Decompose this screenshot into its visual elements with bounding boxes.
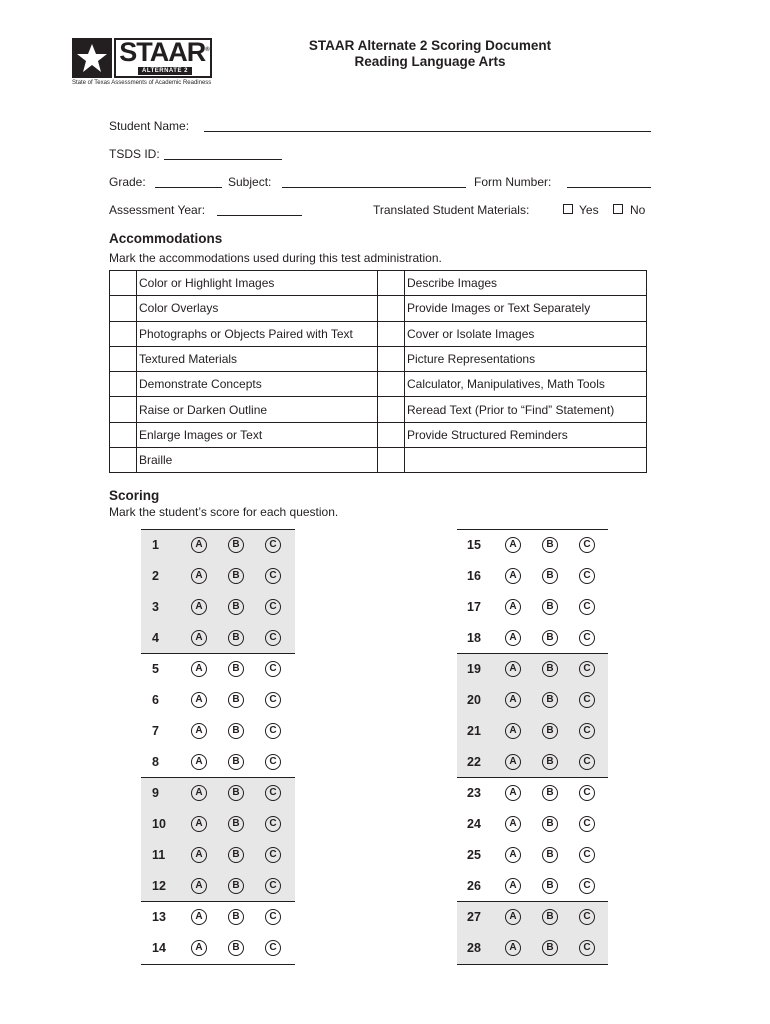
question-row	[141, 871, 295, 902]
answer-bubble-a[interactable]: A	[505, 816, 521, 832]
translated-yes-checkbox[interactable]	[563, 204, 573, 214]
question-number: 22	[467, 755, 481, 769]
score-column-right	[457, 529, 608, 966]
accommodation-checkbox[interactable]	[110, 448, 137, 473]
question-number: 21	[467, 724, 481, 738]
question-row	[457, 809, 608, 840]
title-line-1: STAAR Alternate 2 Scoring Document	[308, 38, 552, 53]
answer-bubble-b[interactable]: B	[542, 537, 558, 553]
question-number: 2	[152, 569, 159, 583]
answer-bubble-a[interactable]: A	[191, 754, 207, 770]
question-row	[457, 716, 608, 747]
answer-bubble-b[interactable]: B	[228, 568, 244, 584]
answer-bubble-b[interactable]: B	[228, 816, 244, 832]
question-row	[141, 654, 295, 685]
scoring-instruction: Mark the student’s score for each question.	[109, 505, 339, 519]
question-number: 26	[467, 879, 481, 893]
accommodation-label: Cover or Isolate Images	[405, 321, 647, 346]
answer-bubble-b[interactable]: B	[228, 692, 244, 708]
score-column-left	[141, 529, 295, 966]
accommodation-checkbox[interactable]	[378, 397, 405, 422]
answer-bubble-b[interactable]: B	[542, 816, 558, 832]
answer-bubble-c[interactable]: C	[579, 785, 595, 801]
accommodations-heading: Accommodations	[109, 231, 223, 246]
accommodation-row	[110, 448, 647, 473]
answer-bubble-a[interactable]: A	[191, 847, 207, 863]
form-number-field[interactable]	[567, 186, 651, 188]
question-number: 27	[467, 910, 481, 924]
answer-bubble-a[interactable]: A	[191, 568, 207, 584]
logo-wordmark-box	[114, 38, 212, 78]
answer-bubble-c[interactable]: C	[265, 723, 281, 739]
question-row	[457, 747, 608, 778]
accommodation-label: Raise or Darken Outline	[137, 397, 378, 422]
answer-bubble-a[interactable]: A	[191, 599, 207, 615]
answer-bubble-a[interactable]: A	[191, 661, 207, 677]
question-group	[457, 529, 608, 654]
accommodation-checkbox[interactable]	[110, 296, 137, 321]
answer-bubble-a[interactable]: A	[505, 940, 521, 956]
question-row	[457, 685, 608, 716]
accommodation-label: Demonstrate Concepts	[137, 372, 378, 397]
answer-bubble-b[interactable]: B	[228, 723, 244, 739]
question-number: 15	[467, 538, 481, 552]
answer-bubble-c[interactable]: C	[579, 878, 595, 894]
logo-star-block	[72, 38, 112, 78]
accommodation-label: Braille	[137, 448, 378, 473]
accommodation-row	[110, 397, 647, 422]
question-number: 7	[152, 724, 159, 738]
student-name-field[interactable]	[204, 130, 651, 132]
answer-bubble-b[interactable]: B	[228, 940, 244, 956]
question-number: 3	[152, 600, 159, 614]
answer-bubble-c[interactable]: C	[265, 816, 281, 832]
student-name-label: Student Name:	[109, 119, 190, 133]
question-row	[141, 592, 295, 623]
question-number: 19	[467, 662, 481, 676]
answer-bubble-a[interactable]: A	[505, 692, 521, 708]
answer-bubble-c[interactable]: C	[265, 630, 281, 646]
accommodation-label	[405, 448, 647, 473]
answer-bubble-c[interactable]: C	[579, 599, 595, 615]
answer-bubble-a[interactable]: A	[505, 847, 521, 863]
accommodations-instruction: Mark the accommodations used during this test administration.	[109, 251, 442, 265]
question-row	[457, 840, 608, 871]
accommodation-row	[110, 346, 647, 371]
grade-label: Grade:	[109, 175, 146, 189]
accommodation-row	[110, 271, 647, 296]
accommodation-checkbox[interactable]	[110, 271, 137, 296]
translated-materials-label: Translated Student Materials:	[373, 203, 530, 217]
question-number: 25	[467, 848, 481, 862]
accommodations-table	[109, 270, 647, 473]
answer-bubble-a[interactable]: A	[191, 630, 207, 646]
answer-bubble-c[interactable]: C	[579, 847, 595, 863]
answer-bubble-c[interactable]: C	[265, 940, 281, 956]
question-number: 13	[152, 910, 166, 924]
answer-bubble-b[interactable]: B	[542, 785, 558, 801]
question-number: 6	[152, 693, 159, 707]
question-row	[457, 871, 608, 902]
accommodation-row	[110, 372, 647, 397]
translated-no-label: No	[630, 203, 646, 217]
answer-bubble-c[interactable]: C	[579, 692, 595, 708]
answer-bubble-b[interactable]: B	[542, 692, 558, 708]
question-group	[141, 653, 295, 778]
question-group	[141, 529, 295, 654]
document-title	[230, 38, 630, 70]
answer-bubble-c[interactable]: C	[265, 537, 281, 553]
answer-bubble-b[interactable]: B	[228, 909, 244, 925]
tsds-id-label: TSDS ID:	[109, 147, 160, 161]
question-number: 18	[467, 631, 481, 645]
star-icon	[76, 42, 108, 74]
subject-field[interactable]	[282, 186, 466, 188]
accommodation-row	[110, 422, 647, 447]
question-group	[141, 901, 295, 965]
answer-bubble-a[interactable]: A	[505, 568, 521, 584]
logo-edition: ALTERNATE 2	[138, 67, 192, 75]
answer-bubble-c[interactable]: C	[579, 661, 595, 677]
question-number: 16	[467, 569, 481, 583]
answer-bubble-a[interactable]: A	[191, 878, 207, 894]
answer-bubble-b[interactable]: B	[228, 661, 244, 677]
accommodation-label: Color Overlays	[137, 296, 378, 321]
translated-no-checkbox[interactable]	[613, 204, 623, 214]
answer-bubble-c[interactable]: C	[579, 816, 595, 832]
question-row	[141, 747, 295, 778]
answer-bubble-c[interactable]: C	[579, 754, 595, 770]
accommodation-checkbox[interactable]	[378, 346, 405, 371]
question-number: 11	[152, 848, 166, 862]
question-row	[141, 778, 295, 809]
answer-bubble-a[interactable]: A	[505, 599, 521, 615]
accommodation-label: Color or Highlight Images	[137, 271, 378, 296]
question-row	[457, 654, 608, 685]
answer-bubble-b[interactable]: B	[228, 537, 244, 553]
answer-bubble-a[interactable]: A	[505, 723, 521, 739]
accommodation-checkbox[interactable]	[378, 372, 405, 397]
answer-bubble-a[interactable]: A	[505, 630, 521, 646]
answer-bubble-a[interactable]: A	[191, 816, 207, 832]
accommodation-checkbox[interactable]	[378, 296, 405, 321]
question-number: 23	[467, 786, 481, 800]
accommodation-label: Enlarge Images or Text	[137, 422, 378, 447]
question-number: 4	[152, 631, 159, 645]
answer-bubble-b[interactable]: B	[542, 754, 558, 770]
answer-bubble-c[interactable]: C	[265, 785, 281, 801]
logo-tagline: State of Texas Assessments of Academic Readiness	[72, 80, 212, 86]
translated-yes-label: Yes	[579, 203, 599, 217]
accommodation-checkbox[interactable]	[110, 346, 137, 371]
answer-bubble-b[interactable]: B	[542, 847, 558, 863]
logo-wordmark: STAAR®	[119, 37, 209, 67]
accommodation-label: Provide Structured Reminders	[405, 422, 647, 447]
assessment-year-field[interactable]	[217, 214, 302, 216]
grade-field[interactable]	[155, 186, 222, 188]
answer-bubble-c[interactable]: C	[579, 723, 595, 739]
accommodation-label: Reread Text (Prior to “Find” Statement)	[405, 397, 647, 422]
accommodation-checkbox[interactable]	[378, 422, 405, 447]
question-row	[457, 592, 608, 623]
answer-bubble-b[interactable]: B	[542, 878, 558, 894]
question-group	[457, 653, 608, 778]
answer-bubble-b[interactable]: B	[228, 785, 244, 801]
answer-bubble-c[interactable]: C	[265, 754, 281, 770]
form-number-label: Form Number:	[474, 175, 552, 189]
question-number: 8	[152, 755, 159, 769]
title-line-2: Reading Language Arts	[354, 54, 506, 69]
accommodation-row	[110, 296, 647, 321]
answer-bubble-c[interactable]: C	[265, 568, 281, 584]
answer-bubble-a[interactable]: A	[505, 754, 521, 770]
answer-bubble-b[interactable]: B	[228, 754, 244, 770]
question-row	[141, 685, 295, 716]
scoring-heading: Scoring	[109, 488, 160, 503]
answer-bubble-c[interactable]: C	[265, 599, 281, 615]
question-number: 10	[152, 817, 166, 831]
subject-label: Subject:	[228, 175, 272, 189]
question-row	[457, 778, 608, 809]
accommodation-checkbox[interactable]	[110, 422, 137, 447]
staar-logo	[72, 38, 222, 88]
answer-bubble-c[interactable]: C	[265, 878, 281, 894]
answer-bubble-a[interactable]: A	[191, 537, 207, 553]
answer-bubble-c[interactable]: C	[579, 568, 595, 584]
question-row	[141, 840, 295, 871]
question-row	[457, 623, 608, 654]
accommodation-checkbox[interactable]	[110, 397, 137, 422]
answer-bubble-a[interactable]: A	[505, 785, 521, 801]
answer-bubble-c[interactable]: C	[265, 661, 281, 677]
accommodation-checkbox[interactable]	[110, 321, 137, 346]
question-number: 12	[152, 879, 166, 893]
answer-bubble-a[interactable]: A	[191, 723, 207, 739]
question-number: 24	[467, 817, 481, 831]
answer-bubble-c[interactable]: C	[579, 940, 595, 956]
question-group	[457, 777, 608, 902]
question-group	[141, 777, 295, 902]
answer-bubble-b[interactable]: B	[542, 630, 558, 646]
question-group	[457, 901, 608, 965]
question-row	[141, 716, 295, 747]
accommodation-label: Calculator, Manipulatives, Math Tools	[405, 372, 647, 397]
accommodation-checkbox[interactable]	[378, 271, 405, 296]
accommodation-label: Describe Images	[405, 271, 647, 296]
question-row	[457, 933, 608, 964]
question-number: 20	[467, 693, 481, 707]
question-number: 1	[152, 538, 159, 552]
answer-bubble-b[interactable]: B	[542, 661, 558, 677]
answer-bubble-b[interactable]: B	[542, 940, 558, 956]
answer-bubble-c[interactable]: C	[265, 909, 281, 925]
assessment-year-label: Assessment Year:	[109, 203, 206, 217]
answer-bubble-b[interactable]: B	[228, 878, 244, 894]
question-row	[457, 902, 608, 933]
answer-bubble-c[interactable]: C	[579, 537, 595, 553]
question-number: 17	[467, 600, 481, 614]
answer-bubble-c[interactable]: C	[265, 847, 281, 863]
question-row	[141, 809, 295, 840]
answer-bubble-c[interactable]: C	[265, 692, 281, 708]
question-row	[141, 623, 295, 654]
answer-bubble-a[interactable]: A	[505, 878, 521, 894]
accommodation-checkbox[interactable]	[110, 372, 137, 397]
answer-bubble-a[interactable]: A	[505, 537, 521, 553]
question-number: 28	[467, 941, 481, 955]
answer-bubble-b[interactable]: B	[542, 723, 558, 739]
answer-bubble-a[interactable]: A	[505, 909, 521, 925]
question-number: 5	[152, 662, 159, 676]
answer-bubble-b[interactable]: B	[542, 909, 558, 925]
answer-bubble-a[interactable]: A	[505, 661, 521, 677]
answer-bubble-b[interactable]: B	[542, 599, 558, 615]
answer-bubble-a[interactable]: A	[191, 909, 207, 925]
answer-bubble-b[interactable]: B	[542, 568, 558, 584]
answer-bubble-b[interactable]: B	[228, 630, 244, 646]
question-row	[141, 561, 295, 592]
tsds-id-field[interactable]	[164, 158, 282, 160]
question-number: 14	[152, 941, 166, 955]
accommodation-label: Textured Materials	[137, 346, 378, 371]
question-number: 9	[152, 786, 159, 800]
question-row	[457, 530, 608, 561]
accommodation-label: Photographs or Objects Paired with Text	[137, 321, 378, 346]
accommodation-row	[110, 321, 647, 346]
question-row	[141, 933, 295, 964]
answer-bubble-a[interactable]: A	[191, 785, 207, 801]
answer-bubble-b[interactable]: B	[228, 847, 244, 863]
accommodation-label: Picture Representations	[405, 346, 647, 371]
question-row	[141, 530, 295, 561]
answer-bubble-c[interactable]: C	[579, 630, 595, 646]
answer-bubble-c[interactable]: C	[579, 909, 595, 925]
answer-bubble-a[interactable]: A	[191, 940, 207, 956]
question-row	[141, 902, 295, 933]
accommodation-label: Provide Images or Text Separately	[405, 296, 647, 321]
accommodation-checkbox[interactable]	[378, 321, 405, 346]
question-row	[457, 561, 608, 592]
answer-bubble-b[interactable]: B	[228, 599, 244, 615]
accommodation-checkbox[interactable]	[378, 448, 405, 473]
answer-bubble-a[interactable]: A	[191, 692, 207, 708]
